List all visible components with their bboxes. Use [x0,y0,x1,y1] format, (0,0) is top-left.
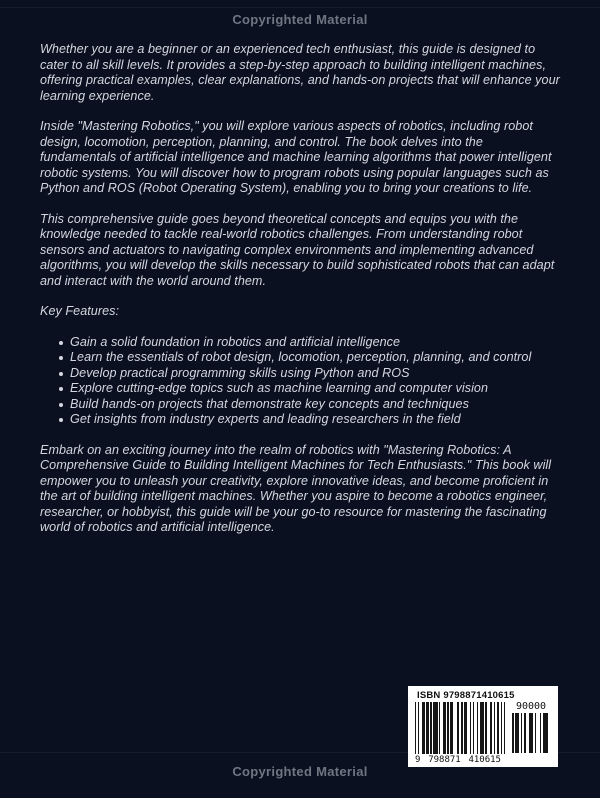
copyright-banner-top [0,12,600,27]
copyright-banner-top-label: Copyrighted Material [232,12,368,27]
key-feature-label: Explore cutting-edge topics such as machine learning and computer vision [70,381,489,395]
key-feature-label: Build hands-on projects that demonstrate key concepts and techniques [70,396,469,411]
barcode-digit-group: 9 [415,755,421,765]
key-feature-item [40,366,561,382]
bullet-icon [59,418,63,422]
key-feature-item [40,350,561,366]
key-features-heading: Key Features: [40,304,120,318]
barcode-panel [408,686,558,767]
barcode-supplement-bars [512,713,550,753]
barcode-row [408,702,558,765]
intro-paragraph: Whether you are a beginner or an experienced tech enthusiast, this guide is designed to cater to all skill levels. It provides a step-by-step approach to building intelligent machines, offering practical examples, clear explanations, and hands-on projects that will enhance your learning experience. [40,42,560,103]
bullet-icon [59,372,63,376]
barcode-main [415,702,505,765]
bullet-icon [59,341,63,345]
key-feature-label: Learn the essentials of robot design, locomotion, perception, planning, and control [70,350,532,364]
inside-paragraph: Inside "Mastering Robotics," you will explore various aspects of robotics, including robot design, locomotion, perception, planning, and control. The book delves into the fundamentals of artificial intelligence and machine learning algorithms that power intelligent robotic systems. You will discover how to program robots using popular languages such as Python and ROS (Robot Operating System), enabling you to bring your creations to life. [40,119,552,195]
key-feature-label: Develop practical programming skills using Python and ROS [70,365,410,380]
key-feature-label: Gain a solid foundation in robotics and artificial intelligence [70,334,401,349]
key-feature-label: Get insights from industry experts and leading researchers in the field [70,412,461,426]
key-feature-item [40,397,561,413]
bullet-icon [59,356,63,360]
cover-top-edge [0,7,600,8]
barcode-digits [415,755,505,765]
back-cover-text [40,42,561,551]
copyright-banner-bottom-label: Copyrighted Material [232,764,368,779]
key-feature-item [40,412,561,428]
barcode-digit-group: 798871 [428,755,461,765]
barcode-supplement [512,702,550,753]
isbn-label: ISBN 9798871410615 [417,690,515,701]
barcode-main-bars [415,702,505,754]
bullet-icon [59,403,63,407]
key-feature-item [40,381,561,397]
price-code: 90000 [515,701,547,712]
bullet-icon [59,387,63,391]
key-features-list [40,335,561,428]
key-feature-item [40,335,561,351]
barcode-digit-group: 410615 [468,755,501,765]
beyond-theory-paragraph: This comprehensive guide goes beyond theoretical concepts and equips you with the knowledge needed to tackle real-world robotics challenges. From understanding robot sensors and actuators to navigating complex environments and implementing advanced algorithms, you will develop the skills necessary to build sophisticated robots that can adapt and interact with the world around them. [40,211,555,288]
closing-paragraph: Embark on an exciting journey into the realm of robotics with "Mastering Robotics: A Comprehensive Guide to Building Intelligent Machines for Tech Enthusiasts." This book will empower you to unleash your creativity, explore innovative ideas, and become proficient in the art of building intelligent machines. Whether you aspire to become a robotics engineer, researcher, or hobbyist, this guide will be your go-to resource for mastering the fascinating world of robotics and artificial intelligence. [40,442,552,534]
